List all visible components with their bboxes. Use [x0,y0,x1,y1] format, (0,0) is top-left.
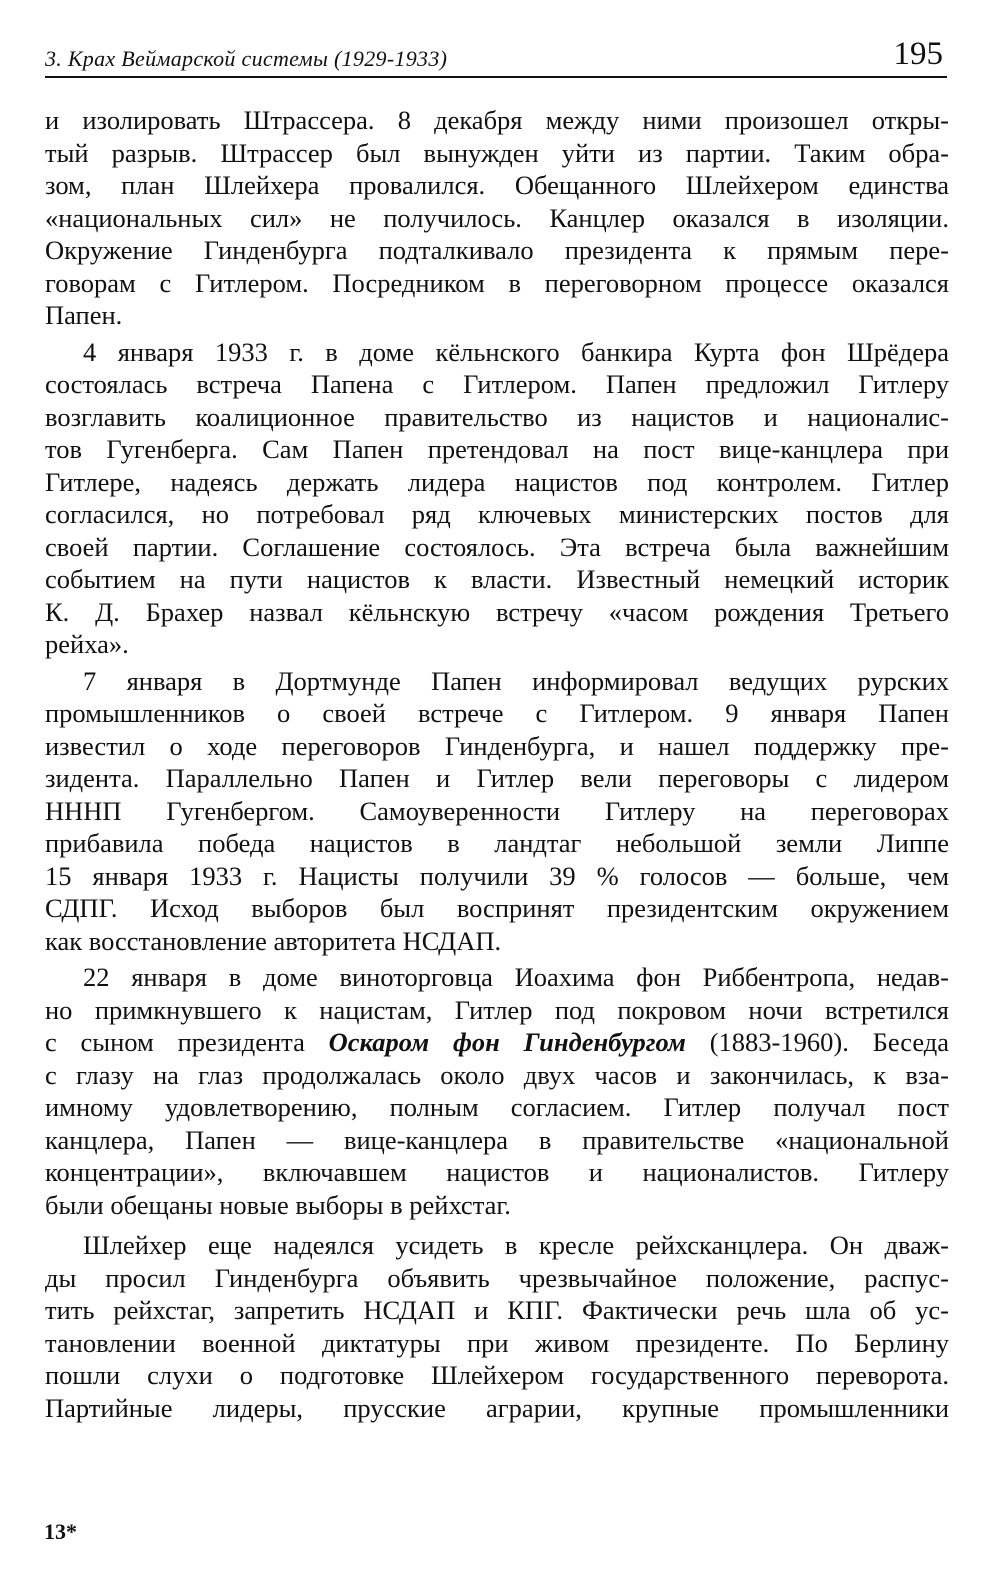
text-line: Окружение Гинденбурга подталкивало президента к прямым пере- [45,235,949,265]
text-line: прибавила победа нацистов в ландтаг небольшой земли Липпе [45,828,949,858]
paragraph [45,1229,949,1424]
text-line: К. Д. Брахер назвал кёльнскую встречу «часом рождения Третьего [45,596,949,627]
text-line: своей партии. Соглашение состоялось. Эта встреча была важнейшим [45,531,949,562]
text-line: СДПГ. Исход выборов был воспринят президентским окружением [45,893,949,923]
text-line: концентрации», включавшем нацистов и националистов. Гитлеру [45,1157,949,1187]
emphasized-name: Оскаром фон Гинденбургом [328,1027,686,1057]
text-line: Партийные лидеры, прусские аграрии, крупные промышленники [45,1392,949,1423]
text-line: были обещаны новые выборы в рейхстаг. [45,1189,511,1220]
text-line: рейха». [45,629,129,659]
text-line: тить рейхстаг, запретить НСДАП и КПГ. Фактически речь шла об ус- [45,1295,949,1325]
text-line: говорам с Гитлером. Посредником в переговорном процессе оказался [45,267,949,298]
text-line: 7 января в Дортмунде Папен информировал ведущих рурских [83,665,949,696]
running-header [45,36,947,78]
text-line: Шлейхер еще надеялся усидеть в кресле рейхсканцлера. Он дваж- [83,1230,949,1260]
text-line: «национальных сил» не получилось. Канцлер оказался в изоляции. [45,202,949,233]
text-line: канцлера, Папен — вице-канцлера в правительстве «национальной [45,1124,949,1155]
chapter-title: 3. Крах Веймарской системы (1929-1933) [45,46,448,71]
text-line: зидента. Параллельно Папен и Гитлер вели переговоры с лидером [45,763,949,793]
text-line: и изолировать Штрассера. 8 декабря между ними произошел откры- [45,105,949,135]
paragraph [45,961,949,1221]
text-run: с сыном президента [45,1027,329,1057]
body-text [45,104,949,1424]
text-line: с глазу на глаз продолжалась около двух часов и закончилась, к вза- [45,1059,949,1090]
paragraph [45,665,949,958]
text-line: Папен. [45,300,123,330]
text-line: пошли слухи о подготовке Шлейхером государственного переворота. [45,1360,949,1390]
text-line: ды просил Гинденбурга объявить чрезвычайное положение, распус- [45,1262,949,1293]
text-line: зом, план Шлейхера провалился. Обещанного Шлейхером единства [45,170,949,200]
printer-signature: 13* [44,1519,77,1544]
text-line: тов Гугенберга. Сам Папен претендовал на пост вице-канцлера при [45,434,949,464]
text-line: возглавить коалиционное правительство из нацистов и националис- [45,401,949,432]
text-line: но примкнувшего к нацистам, Гитлер под покровом ночи встретился [45,994,949,1025]
text-line: согласился, но потребовал ряд ключевых министерских постов для [45,499,949,529]
text-line: имному удовлетворению, полным согласием. Гитлер получал пост [45,1092,949,1122]
text-line: 15 января 1933 г. Нацисты получили 39 % голосов — больше, чем [45,860,949,891]
text-line: как восстановление авторитета НСДАП. [45,925,502,956]
page-number: 195 [893,36,943,72]
text-line: НННП Гугенбергом. Самоуверенности Гитлеру на переговорах [45,795,949,826]
paragraph [45,336,949,661]
text-line: Гитлере, надеясь держать лидера нацистов под контролем. Гитлер [45,466,949,497]
text-run: (1883-1960). Беседа [685,1027,949,1057]
paragraph [45,104,949,332]
text-line: 22 января в доме виноторговца Иоахима фон Риббентропа, недав- [83,962,949,992]
text-line: тановлении военной диктатуры при живом президенте. По Берлину [45,1327,949,1358]
text-line-with-emphasis [45,1026,949,1059]
text-line: событием на пути нацистов к власти. Известный немецкий историк [45,564,949,594]
text-line: промышленников о своей встрече с Гитлером. 9 января Папен [45,698,949,728]
text-line: состоялась встреча Папена с Гитлером. Папен предложил Гитлеру [45,369,949,399]
text-line: известил о ходе переговоров Гинденбурга, и нашел поддержку пре- [45,730,949,761]
text-line: 4 января 1933 г. в доме кёльнского банкира Курта фон Шрёдера [83,336,949,367]
text-line: тый разрыв. Штрассер был вынужден уйти из партии. Таким обра- [45,137,949,168]
